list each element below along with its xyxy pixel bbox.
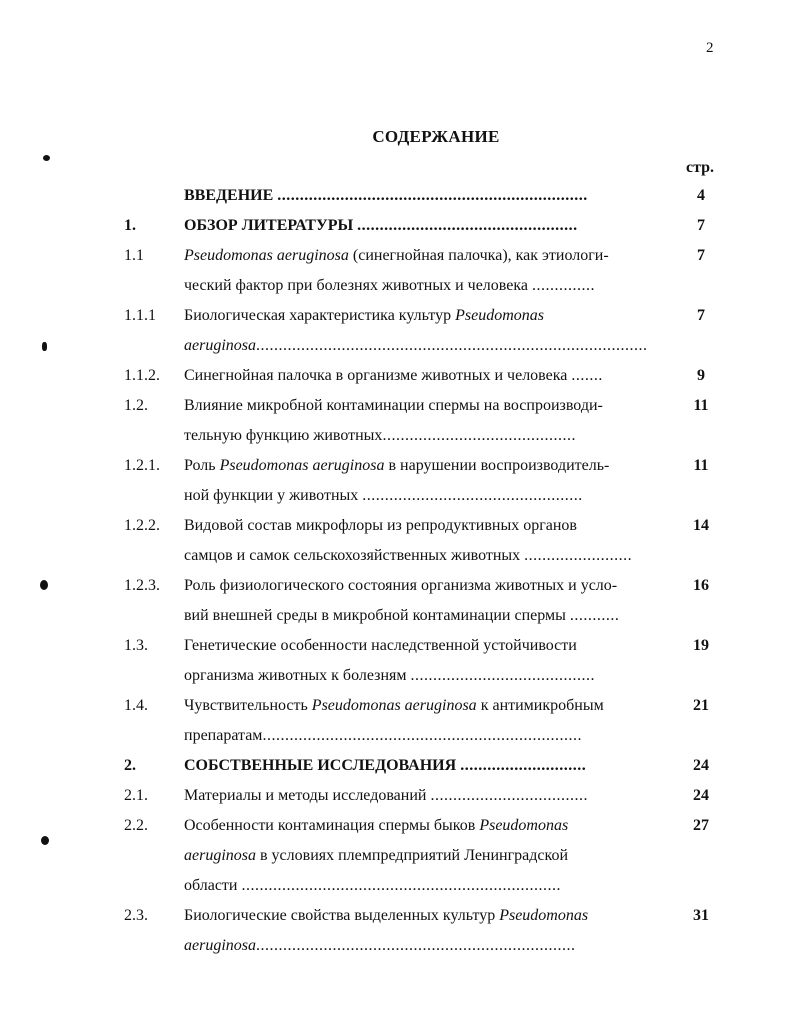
toc-entry-line: [184, 787, 666, 805]
toc-entry-number: 1.4.: [124, 697, 148, 714]
toc-entry-page: 7: [697, 247, 705, 264]
scan-speck: [43, 155, 50, 161]
toc-entry-number: 1.2.: [124, 397, 148, 414]
toc-entry-latin-term: Pseudomonas: [479, 817, 569, 834]
toc-entry-number: 1.: [124, 217, 136, 234]
toc-entry-text: Роль физиологического состояния организма животных и усло-: [184, 577, 618, 594]
toc-entry-line: [184, 877, 666, 895]
toc-entry-line: [184, 727, 666, 745]
toc-entry-line: [184, 577, 666, 595]
toc-entry-number: 1.1: [124, 247, 144, 264]
toc-entry-line: [184, 457, 666, 475]
toc-entry-line: [184, 547, 666, 565]
toc-dot-leader: .........................................: [410, 667, 596, 684]
toc-entry-text: Особенности контаминация спермы быков: [184, 817, 480, 834]
toc-dot-leader: ...........................................: [382, 427, 576, 444]
toc-entry-text: в условиях племпредприятий Ленинградской: [256, 847, 569, 864]
toc-entry-line: [184, 427, 666, 445]
toc-entry-line: [184, 517, 666, 535]
toc-dot-leader: ...........: [569, 607, 620, 624]
toc-entry-latin-term: Pseudomonas: [499, 907, 589, 924]
page-title: СОДЕРЖАНИЕ: [372, 127, 500, 146]
toc-entry-line: [184, 817, 666, 835]
toc-dot-leader: .................................................: [362, 487, 583, 504]
toc-entry-page: 4: [697, 187, 705, 204]
toc-dot-leader: .......................................................................: [241, 877, 561, 894]
toc-entry-text: области: [184, 877, 242, 894]
toc-entry-number: 2.2.: [124, 817, 148, 834]
toc-entry-text: (синегнойная палочка), как этиологи-: [348, 247, 609, 264]
toc-entry-page: 7: [697, 307, 705, 324]
toc-dot-leader: .......................................................................................: [256, 337, 648, 354]
toc-entry-line: [184, 367, 666, 385]
toc-entry-line: [184, 487, 666, 505]
toc-entry-number: 1.1.2.: [124, 367, 160, 384]
toc-entry-text: Материалы и методы исследований: [184, 787, 431, 804]
toc-dot-leader: ............................: [460, 757, 587, 774]
toc-entry-page: 11: [693, 457, 709, 474]
toc-entry-line: [184, 757, 666, 775]
toc-entry-latin-term: aeruginosa: [184, 337, 256, 354]
toc-dot-leader: ..............: [531, 277, 595, 294]
toc-entry-line: [184, 637, 666, 655]
toc-entry-line: [184, 607, 666, 625]
toc-entry-text: Роль: [184, 457, 220, 474]
toc-entry-text: ной функции у животных: [184, 487, 363, 504]
toc-entry-number: 1.2.3.: [124, 577, 160, 594]
toc-entry-text: Биологические свойства выделенных культур: [184, 907, 500, 924]
toc-entry-text: ОБЗОР ЛИТЕРАТУРЫ: [184, 217, 358, 234]
toc-entry-text: Синегнойная палочка в организме животных и человека: [184, 367, 572, 384]
toc-entry-number: 1.2.2.: [124, 517, 160, 534]
toc-entry-number: 1.1.1: [124, 307, 156, 324]
toc-entry-page: 16: [693, 577, 709, 594]
toc-entry-number: 1.2.1.: [124, 457, 160, 474]
toc-entry-line: [184, 937, 666, 955]
toc-entry-latin-term: Pseudomonas: [455, 307, 544, 324]
toc-entry-line: [184, 907, 666, 925]
scan-speck: [41, 836, 49, 845]
toc-entry-page: 7: [697, 217, 705, 234]
toc-dot-leader: .......................................................................: [262, 727, 582, 744]
page-number: 2: [706, 40, 714, 56]
toc-entry-text: в нарушении воспроизводитель-: [384, 457, 610, 474]
page-column-header: стр.: [686, 159, 715, 176]
toc-entry-page: 19: [693, 637, 709, 654]
toc-entry-page: 24: [693, 757, 709, 774]
toc-entry-number: 1.3.: [124, 637, 148, 654]
toc-entry-page: 21: [693, 697, 709, 714]
toc-entry-latin-term: Pseudomonas aeruginosa: [311, 697, 477, 714]
toc-entry-text: Влияние микробной контаминации спермы на воспроизводи-: [184, 397, 603, 414]
toc-dot-leader: ........................: [524, 547, 633, 564]
toc-entry-text: ВВЕДЕНИЕ: [184, 187, 278, 204]
toc-entry-latin-term: Pseudomonas aeruginosa: [184, 247, 349, 264]
toc-entry-page: 11: [693, 397, 709, 414]
toc-entry-text: тельную функцию животных: [184, 427, 383, 444]
toc-entry-page: 31: [693, 907, 709, 924]
toc-entry-text: Видовой состав микрофлоры из репродуктивных органов: [184, 517, 577, 534]
toc-entry-text: СОБСТВЕННЫЕ ИССЛЕДОВАНИЯ: [184, 757, 461, 774]
toc-entry-text: Чувствительность: [184, 697, 312, 714]
toc-entry-text: самцов и самок сельскохозяйственных животных: [184, 547, 525, 564]
toc-entry-latin-term: Pseudomonas aeruginosa: [219, 457, 385, 474]
toc-dot-leader: .....................................................................: [277, 187, 588, 204]
scan-speck: [40, 580, 48, 590]
toc-entry-line: [184, 307, 666, 325]
toc-entry-text: Биологическая характеристика культур: [184, 307, 456, 324]
toc-dot-leader: .................................................: [357, 217, 578, 234]
scan-speck: [42, 342, 47, 351]
toc-entry-line: [184, 667, 666, 685]
toc-entry-line: [184, 337, 666, 355]
toc-entry-number: 2.1.: [124, 787, 148, 804]
toc-entry-text: препаратам: [184, 727, 263, 744]
toc-entry-page: 27: [693, 817, 709, 834]
toc-entry-line: [184, 847, 666, 865]
toc-entry-line: [184, 277, 666, 295]
toc-entry-line: [184, 697, 666, 715]
toc-entry-line: [184, 217, 666, 235]
toc-dot-leader: .......: [571, 367, 603, 384]
toc-entry-line: [184, 247, 666, 265]
toc-entry-text: Генетические особенности наследственной устойчивости: [184, 637, 577, 654]
toc-entry-latin-term: aeruginosa: [184, 847, 256, 864]
toc-entry-page: 9: [697, 367, 705, 384]
toc-entry-number: 2.3.: [124, 907, 148, 924]
toc-entry-text: ческий фактор при болезнях животных и человека: [184, 277, 532, 294]
toc-entry-text: вий внешней среды в микробной контаминации спермы: [184, 607, 570, 624]
toc-entry-line: [184, 187, 666, 205]
toc-entry-number: 2.: [124, 757, 136, 774]
toc-entry-page: 14: [693, 517, 709, 534]
toc-entry-latin-term: aeruginosa: [184, 937, 256, 954]
toc-entry-page: 24: [693, 787, 709, 804]
toc-entry-text: к антимикробным: [476, 697, 604, 714]
toc-dot-leader: ...................................: [430, 787, 588, 804]
toc-entry-line: [184, 397, 666, 415]
toc-dot-leader: .......................................................................: [256, 937, 576, 954]
toc-entry-text: организма животных к болезням: [184, 667, 411, 684]
